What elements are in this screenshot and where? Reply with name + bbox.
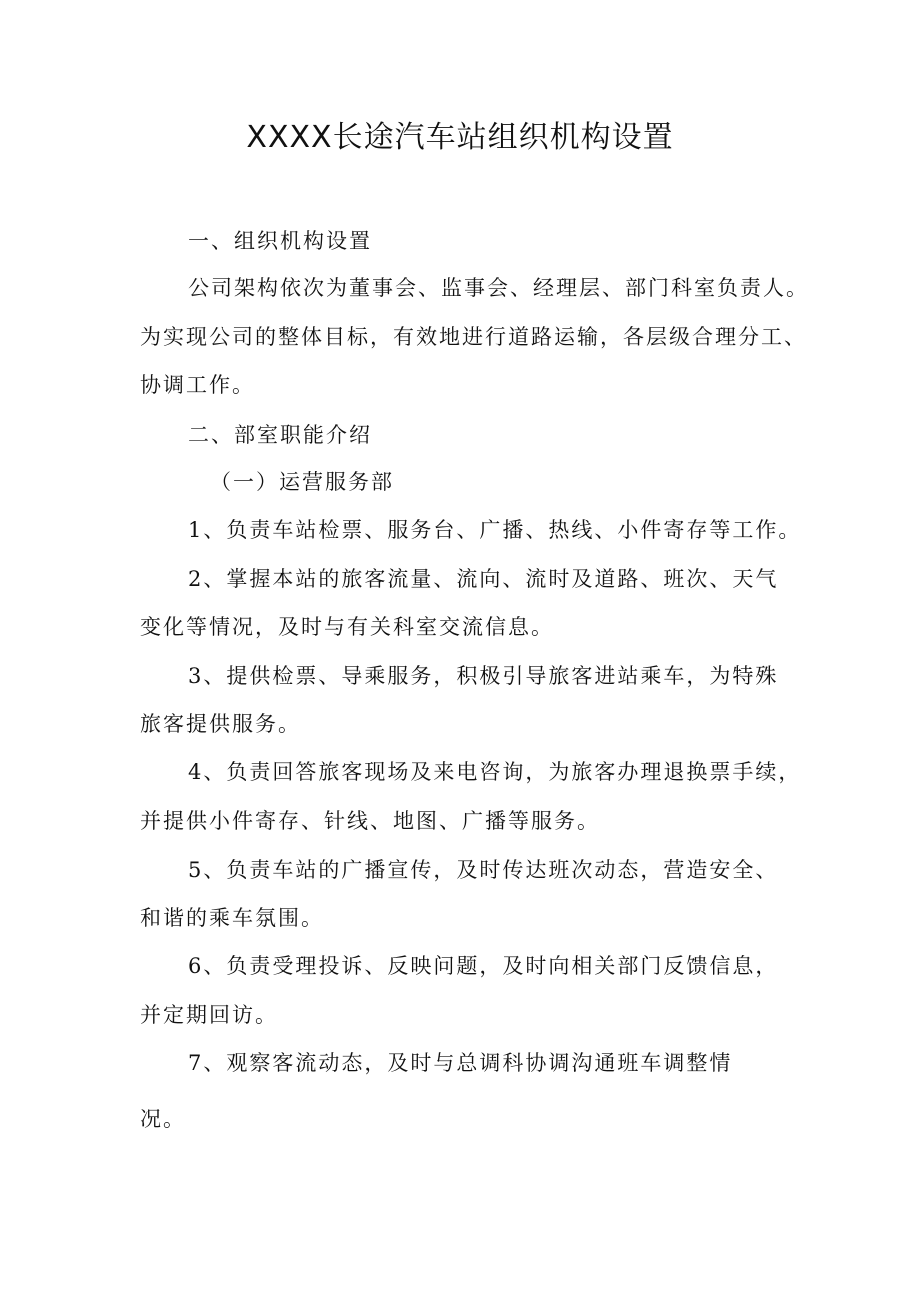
list-item-2-continuation: 变化等情况，及时与有关科室交流信息。 — [140, 615, 554, 639]
document-title: XXXX长途汽车站组织机构设置 — [246, 120, 674, 155]
list-item-4-continuation: 并提供小件寄存、针线、地图、广播等服务。 — [140, 809, 600, 833]
subsection-heading-operations: （一）运营服务部 — [210, 470, 394, 494]
section-heading-departments: 二、部室职能介绍 — [188, 423, 372, 447]
list-item-6: 6、负责受理投诉、反映问题，及时向相关部门反馈信息， — [188, 954, 779, 978]
paragraph-line: 协调工作。 — [140, 373, 255, 397]
list-item-3-continuation: 旅客提供服务。 — [140, 712, 301, 736]
section-heading-organization: 一、组织机构设置 — [188, 229, 372, 253]
list-item-7-continuation: 况。 — [140, 1107, 186, 1131]
paragraph-line: 公司架构依次为董事会、监事会、经理层、部门科室负责人。 — [188, 276, 809, 300]
list-item-7: 7、观察客流动态，及时与总调科协调沟通班车调整情 — [188, 1051, 733, 1075]
list-item-2: 2、掌握本站的旅客流量、流向、流时及道路、班次、天气 — [188, 567, 779, 591]
list-item-4: 4、负责回答旅客现场及来电咨询，为旅客办理退换票手续， — [188, 760, 802, 784]
list-item-3: 3、提供检票、导乘服务，积极引导旅客进站乘车，为特殊 — [188, 664, 779, 688]
list-item-1: 1、负责车站检票、服务台、广播、热线、小件寄存等工作。 — [188, 518, 802, 542]
list-item-6-continuation: 并定期回访。 — [140, 1003, 278, 1027]
paragraph-line: 为实现公司的整体目标，有效地进行道路运输，各层级合理分工、 — [140, 325, 807, 349]
list-item-5: 5、负责车站的广播宣传，及时传达班次动态，营造安全、 — [188, 858, 779, 882]
list-item-5-continuation: 和谐的乘车氛围。 — [140, 906, 324, 930]
